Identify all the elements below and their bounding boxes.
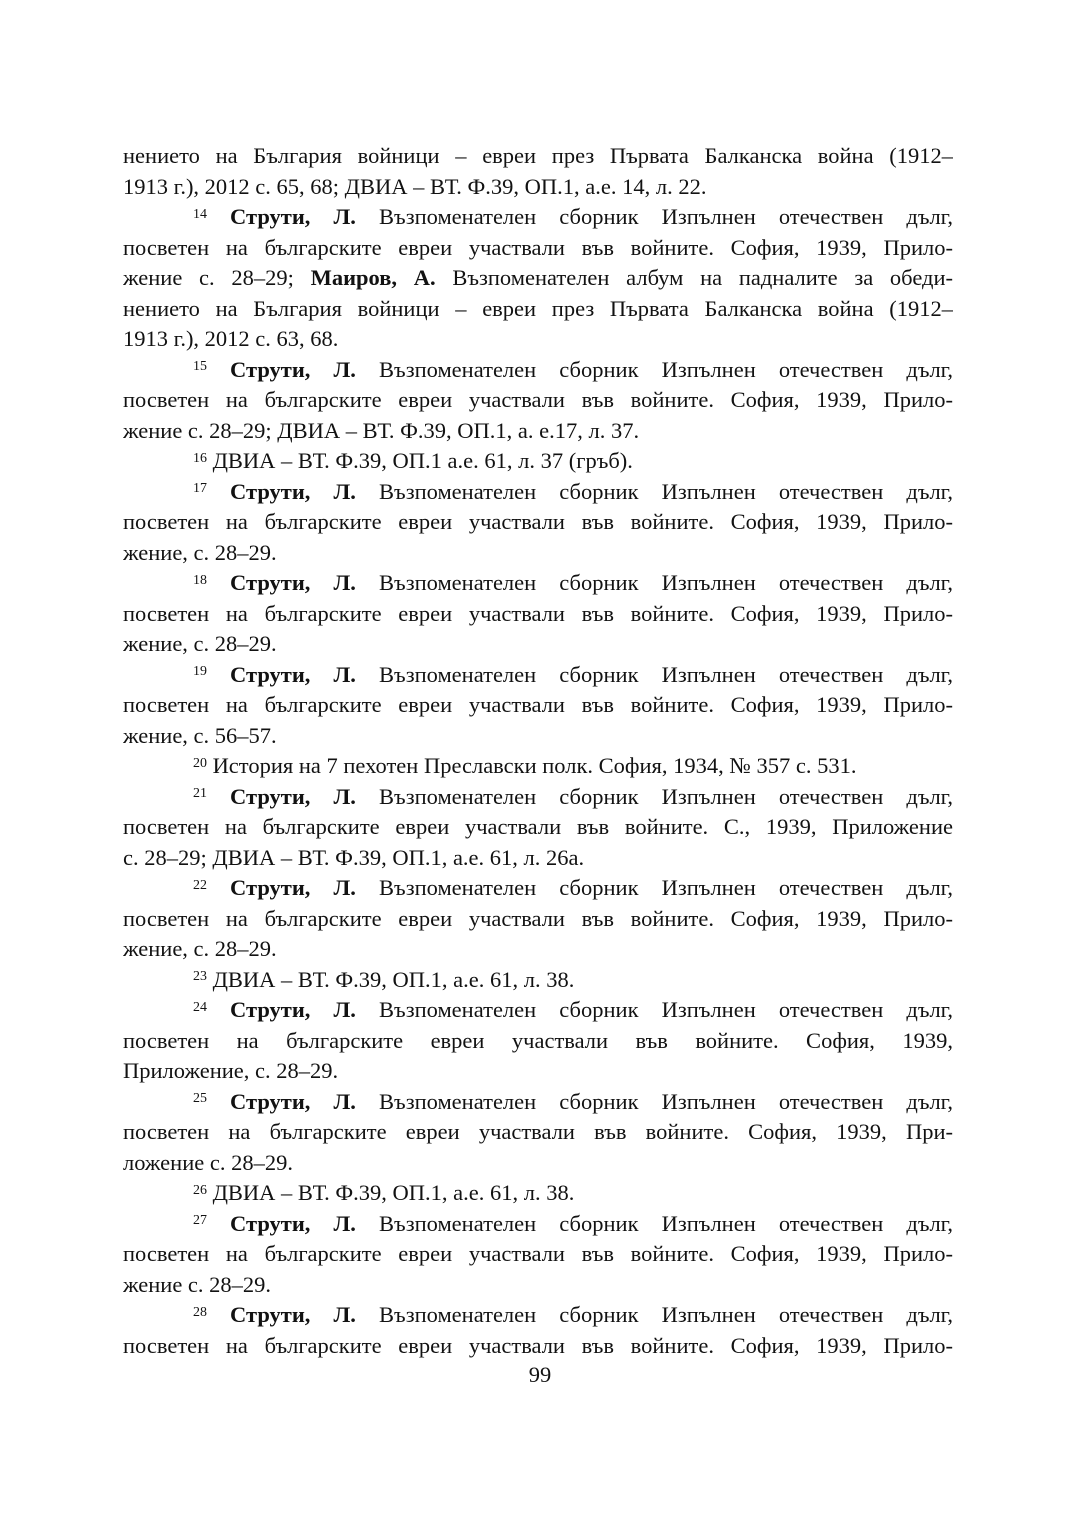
text-line — [123, 202, 953, 233]
text-segment: посветен на българските евреи участвали във войните. София, 1939, Прило- — [123, 600, 953, 626]
footnote-number: 22 — [193, 877, 207, 893]
text-line — [123, 751, 953, 782]
author-name: Струти, Л. — [230, 1088, 356, 1114]
footnote-number: 15 — [193, 359, 207, 375]
text-line — [123, 660, 953, 691]
text-segment: нението на България войници – евреи през Първата Балканска война (1912– — [123, 295, 953, 321]
footnotes-block — [123, 141, 953, 1361]
text-segment: Възпоменателен албум на падналите за обеди- — [435, 265, 953, 290]
text-line — [123, 1300, 953, 1331]
footnote-number: 24 — [193, 999, 207, 1015]
author-name: Струти, Л. — [230, 997, 356, 1022]
footnote-22 — [123, 873, 953, 965]
text-line — [123, 1178, 953, 1209]
text-segment: Възпоменателен сборник Изпълнен отечествен дълг, — [355, 1088, 953, 1114]
text-line — [123, 324, 953, 355]
text-segment: Възпоменателен сборник Изпълнен отечествен дълг, — [355, 661, 953, 687]
text-line — [123, 690, 953, 721]
text-segment: посветен на българските евреи участвали във войните. София, 1939, Прило- — [123, 1332, 953, 1358]
text-line — [123, 141, 953, 172]
footnote-number: 18 — [193, 572, 207, 588]
author-name: Струти, Л. — [230, 570, 356, 595]
author-name: Струти, Л. — [230, 356, 356, 382]
text-segment: посветен на българските евреи участвали във войните. София, 1939, Прило- — [123, 509, 953, 534]
author-name: Струти, Л. — [230, 783, 356, 809]
text-line — [123, 965, 953, 996]
text-line — [123, 263, 953, 294]
text-segment: посветен на българските евреи участвали във войните. София, 1939, Прило- — [123, 387, 953, 412]
text-line — [123, 568, 953, 599]
footnote-number: 26 — [193, 1182, 207, 1198]
text-line — [123, 355, 953, 386]
text-line — [123, 172, 953, 203]
text-line — [123, 629, 953, 660]
footnote-number: 20 — [193, 755, 207, 771]
footnote-23 — [123, 965, 953, 996]
text-segment: Възпоменателен сборник Изпълнен отечествен дълг, — [355, 875, 953, 900]
footnote-number: 23 — [193, 969, 207, 985]
author-name: Струти, Л. — [230, 204, 356, 229]
text-segment: жение с. 28–29; — [123, 265, 311, 290]
footnote-25 — [123, 1087, 953, 1179]
text-line — [123, 294, 953, 325]
text-line — [123, 1087, 953, 1118]
text-segment: Възпоменателен сборник Изпълнен отечествен дълг, — [355, 997, 953, 1022]
text-segment: посветен на българските евреи участвали във войните. София, 1939, Прило- — [123, 692, 953, 717]
text-segment: с. 28–29; ДВИА – ВТ. Ф.39, ОП.1, а.е. 61, л. 26а. — [123, 844, 585, 870]
footnote-number: 28 — [193, 1304, 207, 1320]
text-line — [123, 538, 953, 569]
text-segment: жение с. 28–29. — [123, 1271, 272, 1297]
footnote-17 — [123, 477, 953, 569]
footnote-26 — [123, 1178, 953, 1209]
text-segment: жение, с. 56–57. — [123, 722, 277, 748]
text-line — [123, 1331, 953, 1362]
page-number: 99 — [528, 1362, 552, 1387]
text-line — [123, 812, 953, 843]
text-line — [123, 385, 953, 416]
text-segment: Приложение, с. 28–29. — [123, 1058, 339, 1083]
footnote-number: 25 — [193, 1091, 207, 1107]
footnote-number: 14 — [193, 206, 207, 222]
text-segment: жение, с. 28–29. — [123, 539, 277, 565]
text-segment: посветен на българските евреи участвали във войните. София, 1939, Прило- — [123, 1241, 953, 1266]
author-name: Маиров, А. — [310, 265, 436, 290]
text-line — [123, 1270, 953, 1301]
continuation-paragraph — [123, 141, 953, 202]
author-name: Струти, Л. — [230, 1210, 356, 1236]
text-segment: жение, с. 28–29. — [123, 631, 277, 656]
text-segment: жение с. 28–29; ДВИА – ВТ. Ф.39, ОП.1, а. е.17, л. 37. — [123, 417, 640, 443]
text-segment: Възпоменателен сборник Изпълнен отечествен дълг, — [355, 356, 953, 382]
text-segment: Възпоменателен сборник Изпълнен отечествен дълг, — [355, 204, 953, 229]
text-segment: нението на България войници – евреи през Първата Балканска война (1912– — [123, 143, 953, 168]
footnote-number: 16 — [193, 450, 207, 466]
footnote-21 — [123, 782, 953, 874]
footnote-number: 27 — [193, 1213, 207, 1229]
text-segment: ДВИА – ВТ. Ф.39, ОП.1, а.е. 61, л. 38. — [212, 966, 575, 992]
text-line — [123, 507, 953, 538]
text-segment: Възпоменателен сборник Изпълнен отечествен дълг, — [355, 783, 953, 809]
footnote-18 — [123, 568, 953, 660]
text-segment: посветен на българските евреи участвали във войните. София, 1939, Прило- — [123, 234, 953, 260]
author-name: Струти, Л. — [230, 478, 356, 504]
text-segment: 1913 г.), 2012 с. 65, 68; ДВИА – ВТ. Ф.39, ОП.1, а.е. 14, л. 22. — [123, 173, 707, 199]
text-line — [123, 1239, 953, 1270]
text-line — [123, 599, 953, 630]
text-line — [123, 782, 953, 813]
text-segment: Възпоменателен сборник Изпълнен отечествен дълг, — [355, 478, 953, 504]
text-line — [123, 477, 953, 508]
text-segment: посветен на българските евреи участвали във войните. София, 1939, Прило- — [123, 905, 953, 931]
text-segment: Възпоменателен сборник Изпълнен отечествен дълг, — [355, 1302, 953, 1327]
text-segment: Възпоменателен сборник Изпълнен отечествен дълг, — [355, 1210, 953, 1236]
text-line — [123, 233, 953, 264]
footnote-19 — [123, 660, 953, 752]
footnote-20 — [123, 751, 953, 782]
footnote-number: 19 — [193, 664, 207, 680]
footnote-24 — [123, 995, 953, 1087]
text-line — [123, 843, 953, 874]
text-line — [123, 1117, 953, 1148]
text-segment: 1913 г.), 2012 с. 63, 68. — [123, 326, 339, 351]
text-line — [123, 1209, 953, 1240]
author-name: Струти, Л. — [230, 661, 356, 687]
footnote-number: 17 — [193, 481, 207, 497]
text-line — [123, 1148, 953, 1179]
footnote-number: 21 — [193, 786, 207, 802]
text-line — [123, 721, 953, 752]
footnote-28 — [123, 1300, 953, 1361]
text-segment: посветен на българските евреи участвали във войните. София, 1939, При- — [123, 1119, 953, 1144]
text-line — [123, 416, 953, 447]
text-segment: ложение с. 28–29. — [123, 1149, 293, 1175]
text-segment: посветен на българските евреи участвали във войните. С., 1939, Приложение — [123, 814, 953, 839]
text-segment: жение, с. 28–29. — [123, 936, 277, 961]
text-segment: ДВИА – ВТ. Ф.39, ОП.1, а.е. 61, л. 38. — [212, 1180, 575, 1205]
text-segment: Възпоменателен сборник Изпълнен отечествен дълг, — [355, 570, 953, 595]
footnote-15 — [123, 355, 953, 447]
text-line — [123, 446, 953, 477]
footnote-16 — [123, 446, 953, 477]
text-line — [123, 1026, 953, 1057]
text-segment: История на 7 пехотен Преславски полк. София, 1934, № 357 с. 531. — [212, 753, 857, 778]
text-line — [123, 934, 953, 965]
text-segment: посветен на българските евреи участвали във войните. София, 1939, — [123, 1027, 953, 1053]
text-line — [123, 904, 953, 935]
author-name: Струти, Л. — [230, 1302, 356, 1327]
author-name: Струти, Л. — [230, 875, 356, 900]
text-line — [123, 1056, 953, 1087]
text-line — [123, 873, 953, 904]
footnote-27 — [123, 1209, 953, 1301]
text-line — [123, 995, 953, 1026]
footnote-14 — [123, 202, 953, 355]
text-segment: ДВИА – ВТ. Ф.39, ОП.1 а.е. 61, л. 37 (гръб). — [212, 448, 633, 473]
